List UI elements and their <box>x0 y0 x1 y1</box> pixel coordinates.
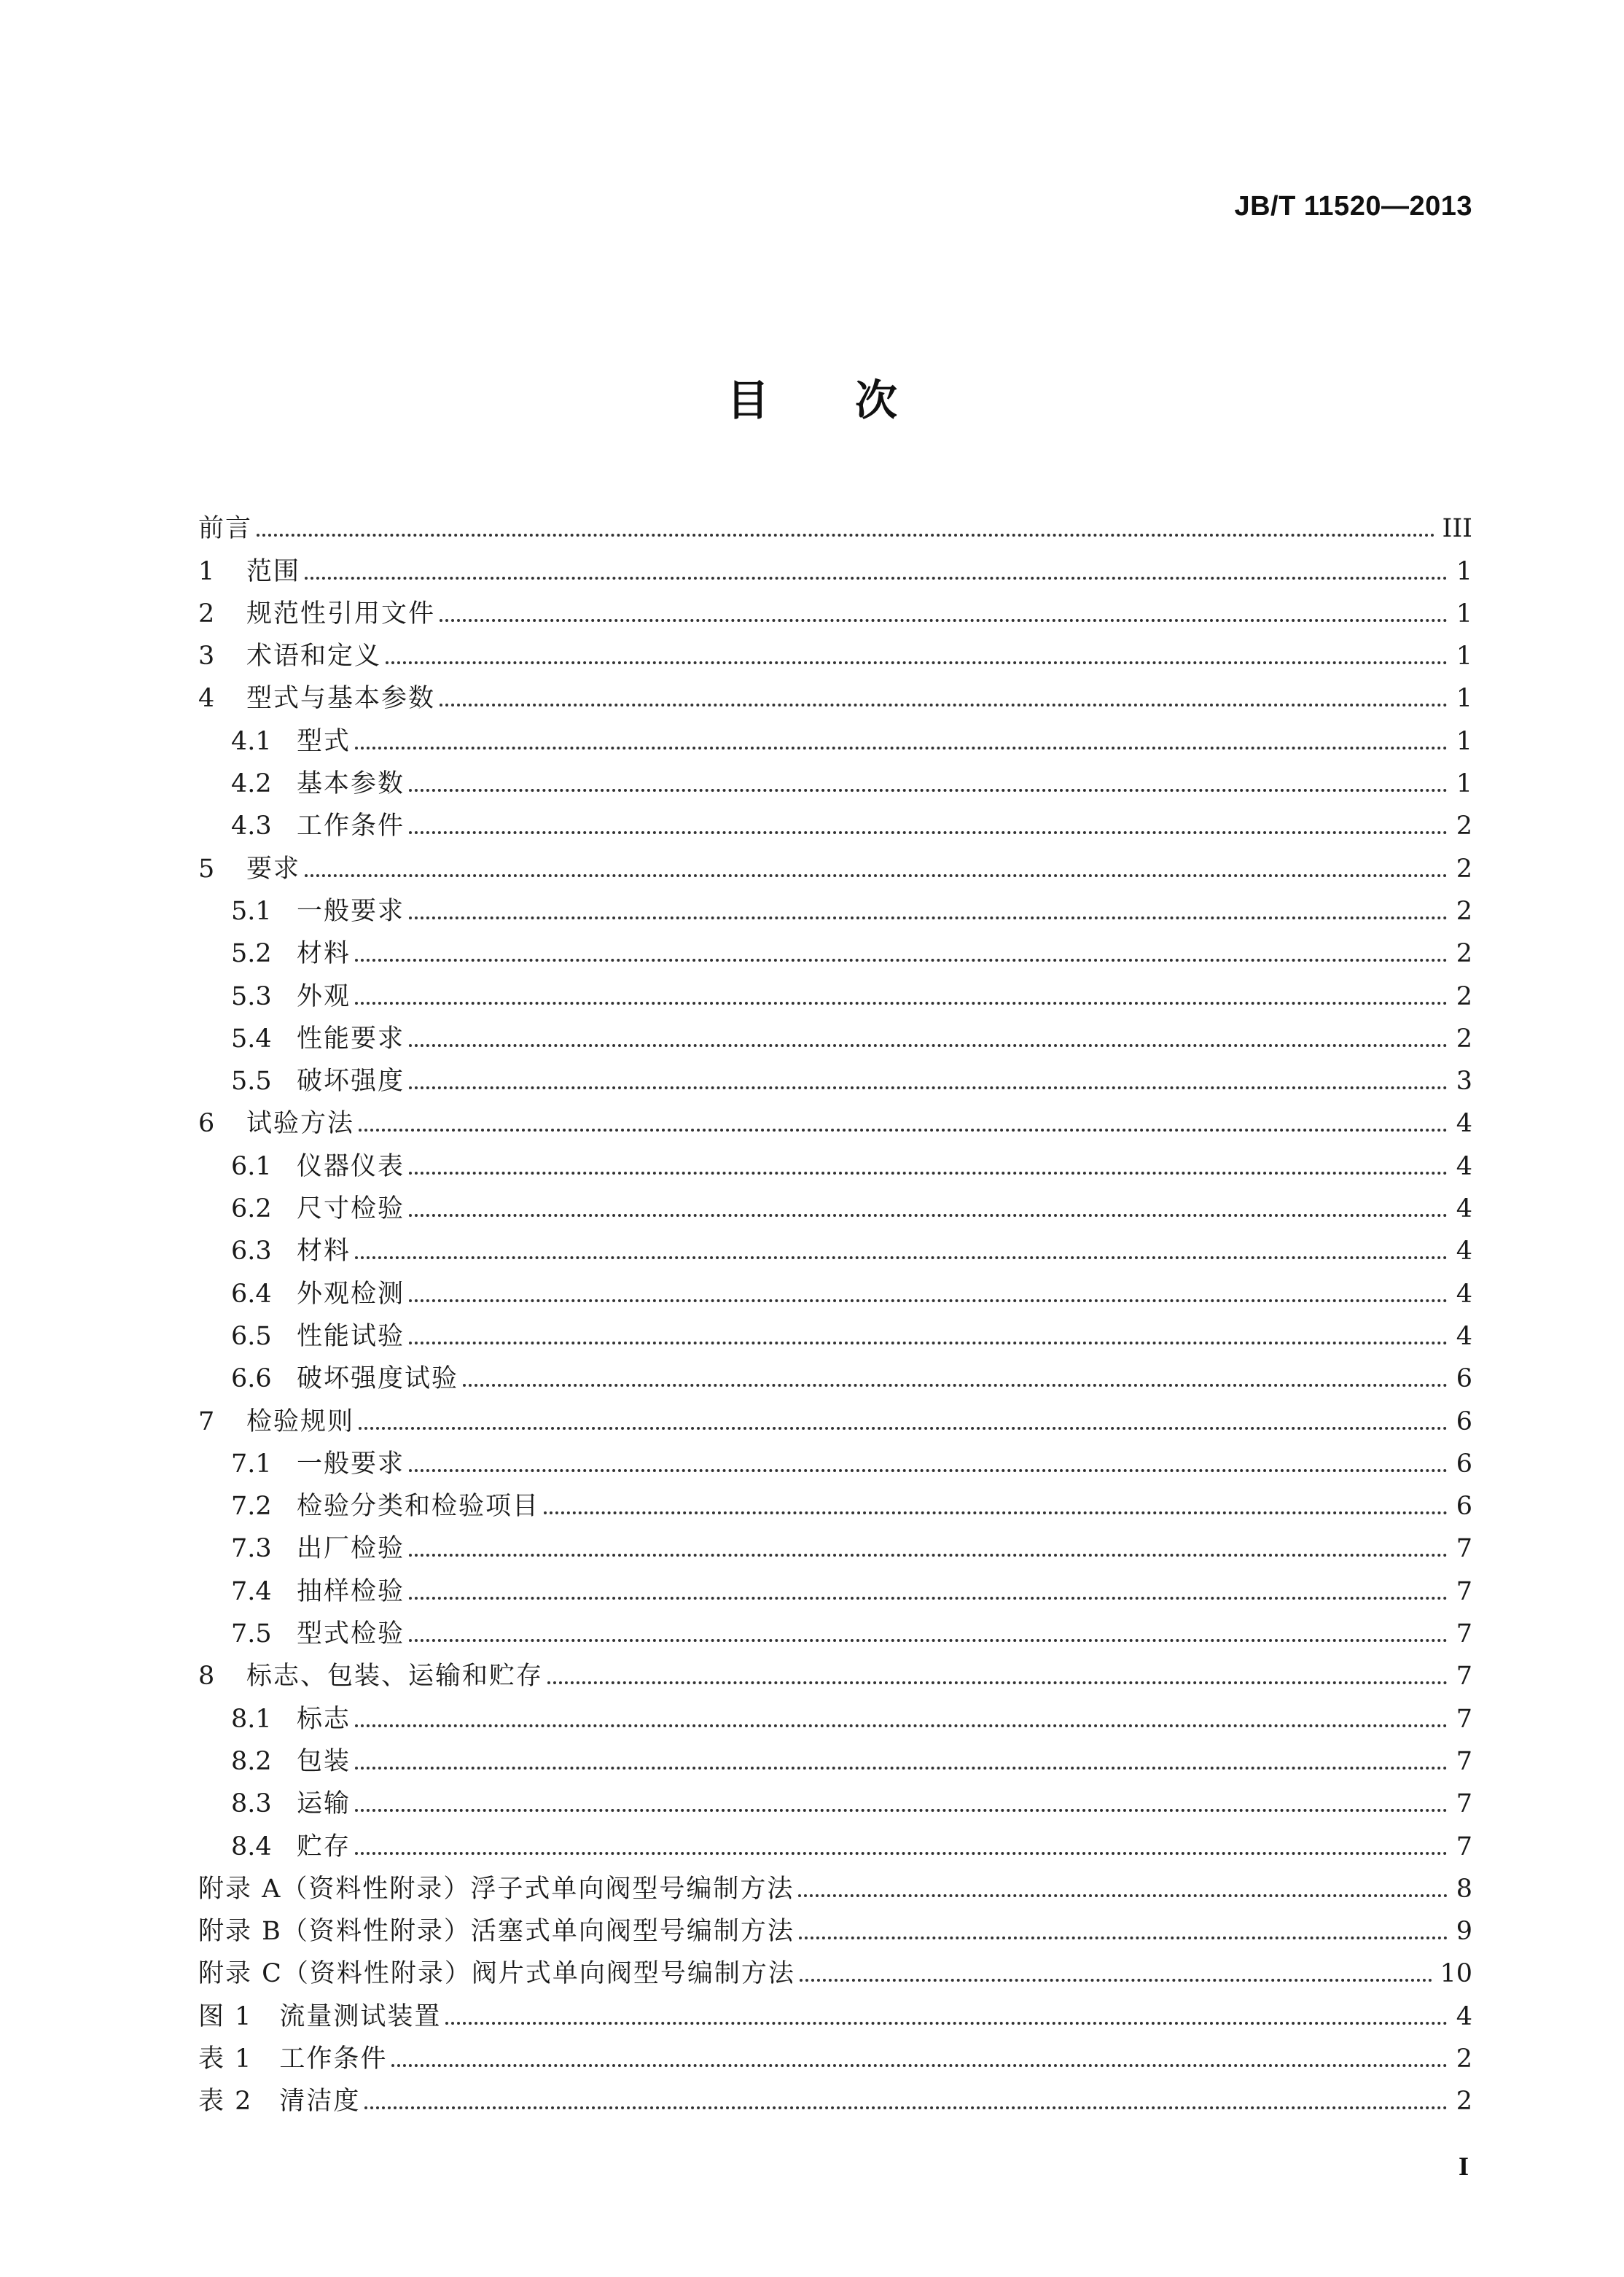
toc-entry-label: 术语和定义 <box>246 642 382 672</box>
toc-entry[interactable] <box>198 2030 1472 2072</box>
toc-entry[interactable] <box>198 585 1472 627</box>
toc-dot-leader <box>799 1937 1448 1939</box>
toc-dot-leader <box>355 1767 1448 1770</box>
toc-entry-label: 图 1 流量测试装置 <box>198 2001 442 2031</box>
toc-entry[interactable] <box>198 1775 1472 1817</box>
toc-dot-leader <box>409 1086 1448 1089</box>
toc-dot-leader <box>355 1809 1448 1812</box>
toc-entry-label: 附录 A（资料性附录）浮子式单向阀型号编制方法 <box>198 1874 795 1904</box>
toc-entry-number: 8.2 <box>231 1746 272 1776</box>
toc-entry-page: 2 <box>1456 896 1472 926</box>
toc-entry[interactable] <box>198 1689 1472 1732</box>
toc-entry-page: III <box>1442 514 1472 544</box>
toc-entry-page: 4 <box>1456 1194 1472 1224</box>
toc-entry[interactable] <box>198 882 1472 925</box>
toc-entry-number: 4.2 <box>231 769 272 799</box>
toc-entry-page: 1 <box>1456 642 1472 672</box>
toc-entry-page: 6 <box>1456 1492 1472 1522</box>
toc-entry-label: 表 2 清洁度 <box>198 2087 361 2117</box>
toc-entry-number: 1 <box>198 556 215 586</box>
toc-entry-number: 2 <box>198 599 215 628</box>
toc-entry-label: 性能要求 <box>297 1024 405 1054</box>
toc-entry-label: 一般要求 <box>297 1449 405 1479</box>
toc-dot-leader <box>409 831 1448 834</box>
toc-entry-label: 型式与基本参数 <box>246 684 436 714</box>
toc-entry-label: 尺寸检验 <box>297 1194 405 1224</box>
toc-entry-label: 破坏强度 <box>297 1067 405 1097</box>
toc-dot-leader <box>305 577 1448 580</box>
toc-entry-number: 6.1 <box>231 1151 272 1181</box>
toc-entry-page: 8 <box>1456 1874 1472 1904</box>
toc-entry[interactable] <box>198 1562 1472 1604</box>
toc-entry-number: 6.2 <box>231 1194 272 1224</box>
toc-entry[interactable] <box>198 839 1472 884</box>
toc-entry-number: 6 <box>198 1109 215 1139</box>
toc-entry-number: 8.4 <box>231 1832 272 1861</box>
toc-entry-label: 要求 <box>246 854 301 884</box>
toc-entry-page: 2 <box>1456 939 1472 969</box>
toc-entry-page: 7 <box>1456 1534 1472 1564</box>
toc-entry[interactable] <box>198 925 1472 967</box>
toc-entry[interactable] <box>198 627 1472 672</box>
toc-dot-leader <box>305 874 1448 877</box>
toc-entry-number: 5 <box>198 854 215 884</box>
toc-entry[interactable] <box>198 1519 1472 1562</box>
toc-entry-number: 4 <box>198 684 215 714</box>
toc-entry-page: 1 <box>1456 769 1472 799</box>
toc-dot-leader <box>409 1044 1448 1047</box>
toc-entry-page: 2 <box>1456 2044 1472 2074</box>
toc-entry-label: 运输 <box>297 1789 351 1819</box>
toc-entry-label: 包装 <box>297 1746 351 1776</box>
toc-entry-page: 6 <box>1456 1449 1472 1479</box>
toc-entry-number: 7.1 <box>231 1449 272 1479</box>
toc-entry-page: 7 <box>1456 1576 1472 1606</box>
toc-entry-number: 5.2 <box>231 939 272 969</box>
toc-entry-number: 6.3 <box>231 1237 272 1266</box>
toc-entry-page: 1 <box>1456 726 1472 756</box>
toc-entry[interactable] <box>198 1435 1472 1477</box>
toc-entry-number: 3 <box>198 642 215 672</box>
toc-entry-page: 7 <box>1456 1662 1472 1692</box>
toc-dot-leader <box>409 1597 1448 1600</box>
toc-dot-leader <box>409 916 1448 919</box>
toc-entry-label: 标志 <box>297 1704 351 1734</box>
toc-entry[interactable] <box>198 1477 1472 1522</box>
toc-entry-label: 贮存 <box>297 1832 351 1861</box>
toc-dot-leader <box>386 661 1448 664</box>
toc-dot-leader <box>409 1214 1448 1217</box>
toc-entry[interactable] <box>198 1180 1472 1222</box>
toc-entry[interactable] <box>198 797 1472 839</box>
toc-entry-page: 10 <box>1440 1959 1472 1989</box>
toc-entry[interactable] <box>198 1222 1472 1264</box>
toc-entry-number: 5.1 <box>231 896 272 926</box>
toc-entry-number: 7.3 <box>231 1534 272 1564</box>
toc-entry-number: 8 <box>198 1662 215 1692</box>
toc-entry-number: 5.5 <box>231 1067 272 1097</box>
toc-dot-leader <box>409 1342 1448 1344</box>
toc-entry-label: 范围 <box>246 556 301 586</box>
toc-entry-page: 1 <box>1456 599 1472 628</box>
toc-entry-page: 7 <box>1456 1704 1472 1734</box>
toc-entry-label: 型式检验 <box>297 1619 405 1649</box>
toc-entry-page: 7 <box>1456 1746 1472 1776</box>
toc-entry-number: 8.3 <box>231 1789 272 1819</box>
toc-entry-label: 基本参数 <box>297 769 405 799</box>
toc-dot-leader <box>359 1427 1448 1430</box>
toc-dot-leader <box>544 1511 1448 1514</box>
toc-entry-label: 标志、包装、运输和贮存 <box>246 1662 544 1692</box>
toc-entry-label: 性能试验 <box>297 1321 405 1351</box>
toc-entry-label: 外观 <box>297 981 351 1011</box>
toc-entry-number: 5.3 <box>231 981 272 1011</box>
toc-dot-leader <box>409 1172 1448 1175</box>
toc-entry[interactable] <box>198 542 1472 584</box>
toc-dot-leader <box>409 1554 1448 1557</box>
toc-entry[interactable] <box>198 1307 1472 1350</box>
toc-entry-label: 型式 <box>297 726 351 756</box>
toc-dot-leader <box>355 1852 1448 1855</box>
toc-entry-label: 抽样检验 <box>297 1576 405 1606</box>
toc-dot-leader <box>463 1384 1448 1387</box>
toc-entry-number: 8.1 <box>231 1704 272 1734</box>
toc-entry[interactable] <box>198 1137 1472 1179</box>
toc-entry-page: 4 <box>1456 1237 1472 1266</box>
toc-entry-page: 7 <box>1456 1832 1472 1861</box>
toc-entry-number: 7.2 <box>231 1492 272 1522</box>
toc-entry-page: 7 <box>1456 1789 1472 1819</box>
toc-entry-page: 3 <box>1456 1067 1472 1097</box>
toc-entry-number: 4.1 <box>231 726 272 756</box>
toc-dot-leader <box>409 1469 1448 1472</box>
toc-entry[interactable] <box>198 1860 1472 1902</box>
toc-entry[interactable] <box>198 967 1472 1009</box>
toc-entry-page: 4 <box>1456 1109 1472 1139</box>
toc-dot-leader <box>409 1299 1448 1302</box>
toc-entry-number: 7.4 <box>231 1576 272 1606</box>
toc-dot-leader <box>355 747 1448 750</box>
toc-dot-leader <box>355 1256 1448 1259</box>
toc-entry[interactable] <box>198 1010 1472 1052</box>
toc-entry-label: 试验方法 <box>246 1109 355 1139</box>
toc-entry[interactable] <box>198 1264 1472 1307</box>
toc-entry-page: 4 <box>1456 1321 1472 1351</box>
toc-entry-label: 表 1 工作条件 <box>198 2044 388 2074</box>
toc-dot-leader <box>355 1002 1448 1005</box>
toc-entry-page: 2 <box>1456 854 1472 884</box>
toc-entry-label: 仪器仪表 <box>297 1151 405 1181</box>
toc-entry-label: 附录 B（资料性附录）活塞式单向阀型号编制方法 <box>198 1917 795 1947</box>
toc-entry-page: 7 <box>1456 1619 1472 1649</box>
toc-entry-label: 一般要求 <box>297 896 405 926</box>
toc-entry-label: 外观检测 <box>297 1279 405 1309</box>
toc-entry-page: 1 <box>1456 684 1472 714</box>
toc-entry-number: 6.5 <box>231 1321 272 1351</box>
toc-entry-number: 6.4 <box>231 1279 272 1309</box>
toc-entry[interactable] <box>198 1647 1472 1692</box>
toc-entry-label: 材料 <box>297 1237 351 1266</box>
toc-entry[interactable] <box>198 1605 1472 1647</box>
toc-entry[interactable] <box>198 669 1472 712</box>
toc-entry-page: 6 <box>1456 1364 1472 1394</box>
toc-entry-page: 2 <box>1456 811 1472 841</box>
toc-entry-number: 7.5 <box>231 1619 272 1649</box>
toc-entry-page: 2 <box>1456 2087 1472 2117</box>
toc-dot-leader <box>440 704 1448 707</box>
toc-entry[interactable] <box>198 712 1472 754</box>
toc-entry-label: 材料 <box>297 939 351 969</box>
toc-entry[interactable] <box>198 2072 1472 2117</box>
toc-entry[interactable] <box>198 499 1472 542</box>
toc-dot-leader <box>409 789 1448 792</box>
toc-dot-leader <box>445 2022 1448 2025</box>
toc-entry-page: 9 <box>1456 1917 1472 1947</box>
toc-entry-label: 附录 C（资料性附录）阀片式单向阀型号编制方法 <box>198 1959 795 1989</box>
toc-entry[interactable] <box>198 1902 1472 1945</box>
table-of-contents <box>198 499 1472 2117</box>
toc-entry-label: 出厂检验 <box>297 1534 405 1564</box>
toc-entry-label: 规范性引用文件 <box>246 599 436 628</box>
toc-entry-page: 4 <box>1456 1279 1472 1309</box>
toc-entry-page: 6 <box>1456 1406 1472 1436</box>
toc-entry[interactable] <box>198 1392 1472 1434</box>
toc-entry[interactable] <box>198 1094 1472 1137</box>
toc-entry[interactable] <box>198 1817 1472 1859</box>
toc-entry-number: 6.6 <box>231 1364 272 1394</box>
toc-entry[interactable] <box>198 1987 1472 2029</box>
toc-entry-page: 4 <box>1456 2001 1472 2031</box>
toc-dot-leader <box>800 1979 1433 1982</box>
toc-entry-label: 检验分类和检验项目 <box>297 1492 540 1522</box>
toc-entry[interactable] <box>198 1732 1472 1775</box>
toc-entry[interactable] <box>198 1945 1472 1987</box>
toc-entry-label: 检验规则 <box>246 1406 355 1436</box>
toc-dot-leader <box>440 619 1448 622</box>
toc-entry[interactable] <box>198 755 1472 797</box>
toc-dot-leader <box>547 1681 1448 1684</box>
toc-entry[interactable] <box>198 1052 1472 1097</box>
toc-entry-number: 4.3 <box>231 811 272 841</box>
toc-dot-leader <box>257 534 1435 537</box>
toc-entry-page: 2 <box>1456 981 1472 1011</box>
toc-entry-page: 1 <box>1456 556 1472 586</box>
page-number: I <box>1458 2152 1469 2181</box>
toc-entry-number: 7 <box>198 1406 215 1436</box>
toc-dot-leader <box>391 2064 1448 2067</box>
toc-entry-label: 工作条件 <box>297 811 405 841</box>
toc-dot-leader <box>359 1129 1448 1132</box>
toc-dot-leader <box>798 1894 1448 1897</box>
toc-entry-label: 前言 <box>198 514 253 544</box>
toc-dot-leader <box>355 959 1448 962</box>
toc-entry-page: 2 <box>1456 1024 1472 1054</box>
toc-dot-leader <box>409 1639 1448 1642</box>
toc-entry[interactable] <box>198 1350 1472 1392</box>
toc-dot-leader <box>355 1724 1448 1727</box>
toc-entry-page: 4 <box>1456 1151 1472 1181</box>
standard-number: JB/T 11520—2013 <box>1234 191 1472 222</box>
toc-entry-label: 破坏强度试验 <box>297 1364 459 1394</box>
toc-title: 目次 <box>726 375 983 425</box>
toc-entry-number: 5.4 <box>231 1024 272 1054</box>
toc-dot-leader <box>364 2106 1448 2109</box>
